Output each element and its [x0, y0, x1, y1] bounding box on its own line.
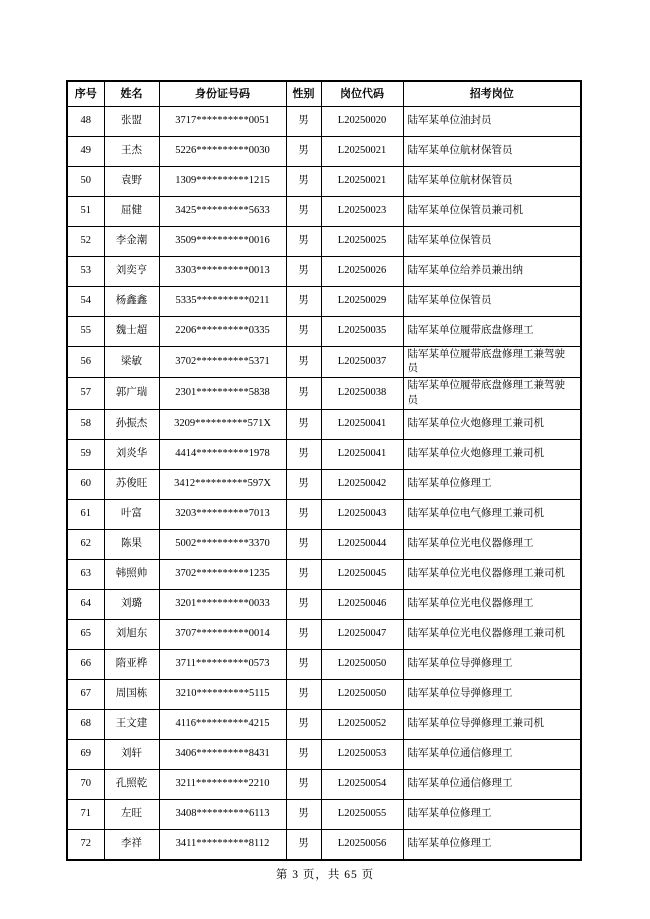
- cell-id-number: 5226**********0030: [159, 137, 286, 167]
- table-row: [67, 829, 581, 860]
- cell-serial-number: 51: [67, 197, 104, 227]
- table-row: [67, 589, 581, 619]
- cell-serial-number: 50: [67, 167, 104, 197]
- table-row: [67, 409, 581, 439]
- cell-id-number: 4116**********4215: [159, 709, 286, 739]
- cell-serial-number: 70: [67, 769, 104, 799]
- cell-id-number: 3702**********5371: [159, 347, 286, 378]
- cell-serial-number: 72: [67, 829, 104, 860]
- cell-serial-number: 49: [67, 137, 104, 167]
- cell-id-number: 3211**********2210: [159, 769, 286, 799]
- cell-name: 孙振杰: [104, 409, 159, 439]
- table-row: [67, 679, 581, 709]
- table-row: [67, 347, 581, 378]
- cell-post-code: L20250037: [321, 347, 403, 378]
- cell-gender: 男: [286, 679, 321, 709]
- cell-post-code: L20250054: [321, 769, 403, 799]
- cell-id-number: 5335**********0211: [159, 287, 286, 317]
- cell-name: 郭广瑞: [104, 378, 159, 409]
- cell-recruitment-post: 陆军某单位导弹修理工: [403, 679, 581, 709]
- cell-id-number: 3303**********0013: [159, 257, 286, 287]
- cell-gender: 男: [286, 167, 321, 197]
- cell-serial-number: 53: [67, 257, 104, 287]
- table-row: [67, 469, 581, 499]
- cell-post-code: L20250020: [321, 107, 403, 137]
- table-row: [67, 107, 581, 137]
- table-row: [67, 439, 581, 469]
- cell-post-code: L20250043: [321, 499, 403, 529]
- cell-id-number: 3411**********8112: [159, 829, 286, 860]
- cell-serial-number: 64: [67, 589, 104, 619]
- cell-recruitment-post: 陆军某单位导弹修理工: [403, 649, 581, 679]
- table-row: [67, 287, 581, 317]
- cell-id-number: 1309**********1215: [159, 167, 286, 197]
- cell-serial-number: 71: [67, 799, 104, 829]
- cell-id-number: 3412**********597X: [159, 469, 286, 499]
- table-row: [67, 709, 581, 739]
- table-header-row: [67, 81, 581, 107]
- cell-name: 杨鑫鑫: [104, 287, 159, 317]
- cell-gender: 男: [286, 378, 321, 409]
- cell-recruitment-post: 陆军某单位履带底盘修理工兼驾驶员: [403, 347, 581, 378]
- cell-post-code: L20250047: [321, 619, 403, 649]
- cell-id-number: 3702**********1235: [159, 559, 286, 589]
- cell-recruitment-post: 陆军某单位给养员兼出纳: [403, 257, 581, 287]
- table-row: [67, 167, 581, 197]
- cell-name: 张盟: [104, 107, 159, 137]
- cell-serial-number: 67: [67, 679, 104, 709]
- cell-gender: 男: [286, 409, 321, 439]
- cell-serial-number: 56: [67, 347, 104, 378]
- table-row: [67, 317, 581, 347]
- cell-recruitment-post: 陆军某单位油封员: [403, 107, 581, 137]
- cell-id-number: 3707**********0014: [159, 619, 286, 649]
- cell-gender: 男: [286, 829, 321, 860]
- header-name: 姓名: [104, 81, 159, 107]
- cell-post-code: L20250035: [321, 317, 403, 347]
- cell-name: 李金潮: [104, 227, 159, 257]
- table-row: [67, 197, 581, 227]
- header-id-number: 身份证号码: [159, 81, 286, 107]
- cell-post-code: L20250050: [321, 649, 403, 679]
- cell-gender: 男: [286, 799, 321, 829]
- cell-recruitment-post: 陆军某单位保管员: [403, 227, 581, 257]
- cell-post-code: L20250053: [321, 739, 403, 769]
- cell-serial-number: 68: [67, 709, 104, 739]
- cell-recruitment-post: 陆军某单位履带底盘修理工: [403, 317, 581, 347]
- cell-post-code: L20250052: [321, 709, 403, 739]
- cell-id-number: 4414**********1978: [159, 439, 286, 469]
- cell-id-number: 3717**********0051: [159, 107, 286, 137]
- cell-id-number: 3711**********0573: [159, 649, 286, 679]
- cell-post-code: L20250045: [321, 559, 403, 589]
- cell-id-number: 3425**********5633: [159, 197, 286, 227]
- table-row: [67, 799, 581, 829]
- cell-name: 王杰: [104, 137, 159, 167]
- cell-post-code: L20250055: [321, 799, 403, 829]
- cell-serial-number: 48: [67, 107, 104, 137]
- table-row: [67, 739, 581, 769]
- cell-post-code: L20250021: [321, 167, 403, 197]
- table-row: [67, 559, 581, 589]
- cell-name: 左旺: [104, 799, 159, 829]
- cell-gender: 男: [286, 649, 321, 679]
- cell-gender: 男: [286, 769, 321, 799]
- cell-name: 梁敏: [104, 347, 159, 378]
- cell-gender: 男: [286, 439, 321, 469]
- cell-id-number: 3408**********6113: [159, 799, 286, 829]
- cell-recruitment-post: 陆军某单位修理工: [403, 829, 581, 860]
- cell-id-number: 3509**********0016: [159, 227, 286, 257]
- cell-post-code: L20250056: [321, 829, 403, 860]
- cell-gender: 男: [286, 559, 321, 589]
- cell-name: 屈健: [104, 197, 159, 227]
- cell-recruitment-post: 陆军某单位光电仪器修理工: [403, 589, 581, 619]
- cell-gender: 男: [286, 317, 321, 347]
- cell-name: 刘轩: [104, 739, 159, 769]
- cell-serial-number: 52: [67, 227, 104, 257]
- table-row: [67, 769, 581, 799]
- cell-gender: 男: [286, 347, 321, 378]
- cell-gender: 男: [286, 287, 321, 317]
- cell-gender: 男: [286, 709, 321, 739]
- cell-gender: 男: [286, 107, 321, 137]
- page-number-footer: 第 3 页，共 65 页: [275, 869, 375, 881]
- cell-name: 苏俊旺: [104, 469, 159, 499]
- cell-gender: 男: [286, 257, 321, 287]
- header-recruitment-post: 招考岗位: [403, 81, 581, 107]
- cell-name: 刘炎华: [104, 439, 159, 469]
- cell-recruitment-post: 陆军某单位光电仪器修理工兼司机: [403, 619, 581, 649]
- cell-serial-number: 66: [67, 649, 104, 679]
- cell-serial-number: 60: [67, 469, 104, 499]
- cell-serial-number: 65: [67, 619, 104, 649]
- cell-recruitment-post: 陆军某单位火炮修理工兼司机: [403, 439, 581, 469]
- cell-id-number: 2301**********5838: [159, 378, 286, 409]
- cell-name: 王文建: [104, 709, 159, 739]
- cell-recruitment-post: 陆军某单位航材保管员: [403, 167, 581, 197]
- cell-name: 刘璐: [104, 589, 159, 619]
- header-serial-number: 序号: [67, 81, 104, 107]
- cell-serial-number: 62: [67, 529, 104, 559]
- cell-serial-number: 58: [67, 409, 104, 439]
- cell-id-number: 3209**********571X: [159, 409, 286, 439]
- cell-name: 刘奕亨: [104, 257, 159, 287]
- cell-id-number: 2206**********0335: [159, 317, 286, 347]
- cell-name: 叶富: [104, 499, 159, 529]
- cell-post-code: L20250023: [321, 197, 403, 227]
- header-post-code: 岗位代码: [321, 81, 403, 107]
- cell-post-code: L20250029: [321, 287, 403, 317]
- cell-name: 李祥: [104, 829, 159, 860]
- table-body: [67, 107, 581, 860]
- table-row: [67, 227, 581, 257]
- cell-gender: 男: [286, 469, 321, 499]
- cell-recruitment-post: 陆军某单位航材保管员: [403, 137, 581, 167]
- cell-name: 隋亚桦: [104, 649, 159, 679]
- cell-id-number: 5002**********3370: [159, 529, 286, 559]
- table-row: [67, 137, 581, 167]
- cell-serial-number: 55: [67, 317, 104, 347]
- cell-gender: 男: [286, 619, 321, 649]
- cell-post-code: L20250046: [321, 589, 403, 619]
- cell-post-code: L20250042: [321, 469, 403, 499]
- cell-name: 孔照乾: [104, 769, 159, 799]
- cell-post-code: L20250026: [321, 257, 403, 287]
- cell-gender: 男: [286, 227, 321, 257]
- table-row: [67, 649, 581, 679]
- table-row: [67, 378, 581, 409]
- cell-id-number: 3201**********0033: [159, 589, 286, 619]
- cell-recruitment-post: 陆军某单位导弹修理工兼司机: [403, 709, 581, 739]
- cell-recruitment-post: 陆军某单位电气修理工兼司机: [403, 499, 581, 529]
- cell-name: 周国栋: [104, 679, 159, 709]
- cell-recruitment-post: 陆军某单位通信修理工: [403, 769, 581, 799]
- cell-gender: 男: [286, 739, 321, 769]
- cell-gender: 男: [286, 529, 321, 559]
- cell-post-code: L20250044: [321, 529, 403, 559]
- cell-recruitment-post: 陆军某单位火炮修理工兼司机: [403, 409, 581, 439]
- table-row: [67, 619, 581, 649]
- cell-gender: 男: [286, 197, 321, 227]
- cell-post-code: L20250041: [321, 409, 403, 439]
- cell-gender: 男: [286, 499, 321, 529]
- cell-serial-number: 61: [67, 499, 104, 529]
- cell-recruitment-post: 陆军某单位光电仪器修理工: [403, 529, 581, 559]
- cell-post-code: L20250021: [321, 137, 403, 167]
- cell-gender: 男: [286, 137, 321, 167]
- cell-recruitment-post: 陆军某单位通信修理工: [403, 739, 581, 769]
- cell-post-code: L20250041: [321, 439, 403, 469]
- cell-recruitment-post: 陆军某单位保管员兼司机: [403, 197, 581, 227]
- cell-recruitment-post: 陆军某单位保管员: [403, 287, 581, 317]
- candidate-roster-table: [66, 80, 582, 861]
- cell-recruitment-post: 陆军某单位修理工: [403, 799, 581, 829]
- header-gender: 性别: [286, 81, 321, 107]
- table-row: [67, 257, 581, 287]
- cell-id-number: 3210**********5115: [159, 679, 286, 709]
- cell-recruitment-post: 陆军某单位履带底盘修理工兼驾驶员: [403, 378, 581, 409]
- table-row: [67, 499, 581, 529]
- cell-post-code: L20250025: [321, 227, 403, 257]
- cell-recruitment-post: 陆军某单位光电仪器修理工兼司机: [403, 559, 581, 589]
- table-row: [67, 529, 581, 559]
- cell-name: 韩照帅: [104, 559, 159, 589]
- cell-post-code: L20250038: [321, 378, 403, 409]
- cell-id-number: 3406**********8431: [159, 739, 286, 769]
- cell-serial-number: 69: [67, 739, 104, 769]
- cell-recruitment-post: 陆军某单位修理工: [403, 469, 581, 499]
- cell-name: 刘旭东: [104, 619, 159, 649]
- cell-name: 魏士超: [104, 317, 159, 347]
- cell-serial-number: 54: [67, 287, 104, 317]
- cell-name: 袁野: [104, 167, 159, 197]
- cell-post-code: L20250050: [321, 679, 403, 709]
- cell-serial-number: 63: [67, 559, 104, 589]
- cell-serial-number: 59: [67, 439, 104, 469]
- cell-name: 陈果: [104, 529, 159, 559]
- cell-serial-number: 57: [67, 378, 104, 409]
- cell-gender: 男: [286, 589, 321, 619]
- cell-id-number: 3203**********7013: [159, 499, 286, 529]
